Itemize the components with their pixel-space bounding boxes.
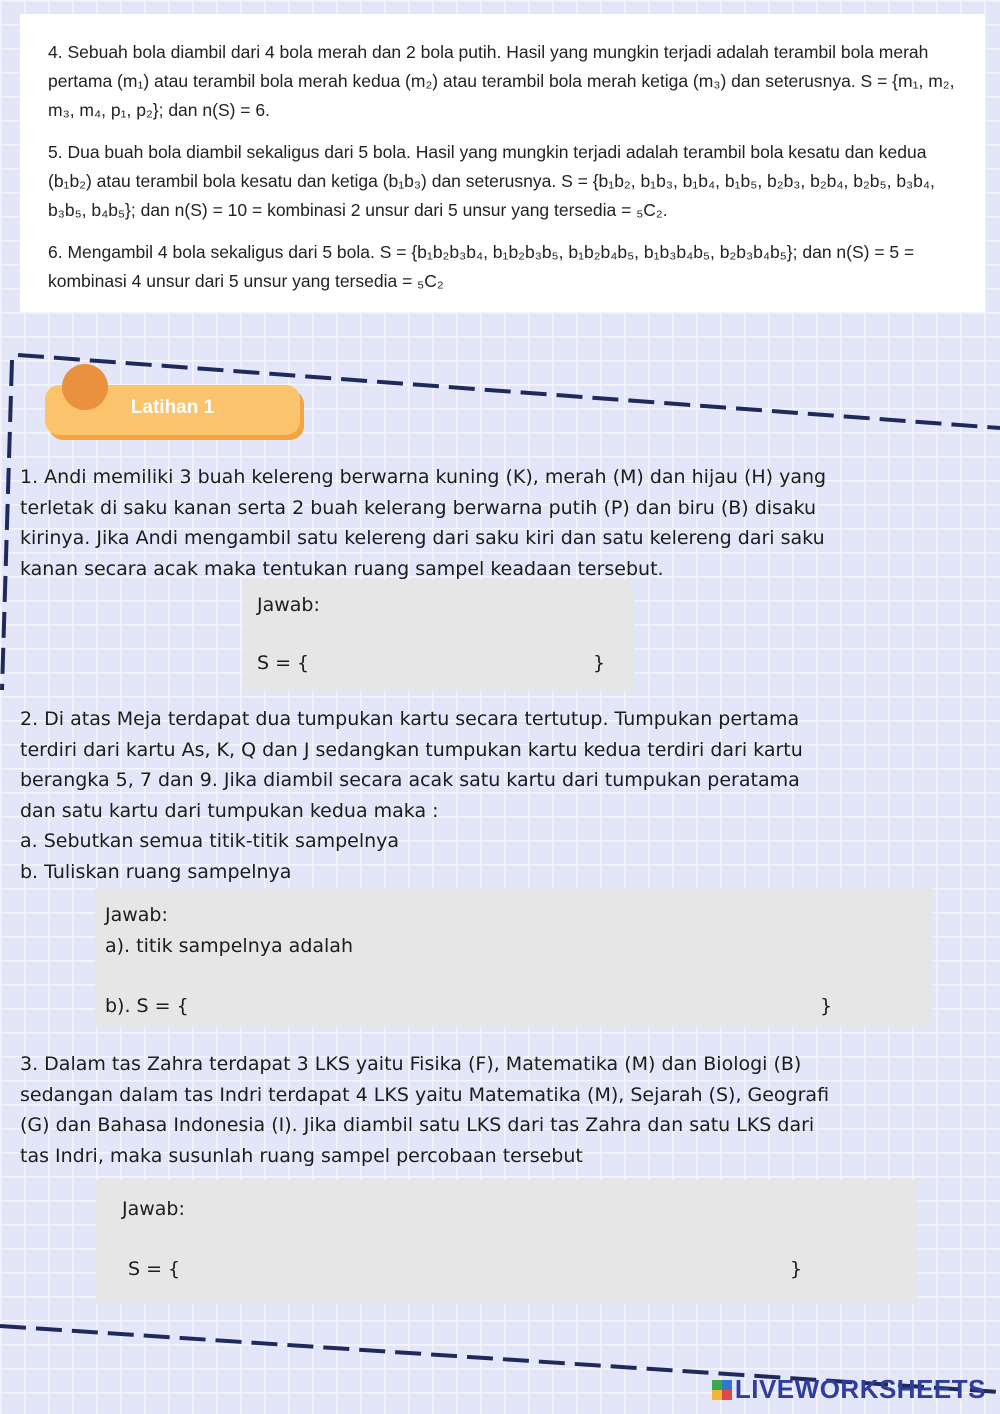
- question-line: kirinya. Jika Andi mengambil satu kelereng dari saku kiri dan satu kelereng dari saku: [20, 527, 825, 549]
- section-title: Latihan 1: [130, 397, 215, 418]
- question-line: tas Indri, maka susunlah ruang sampel percobaan tersebut: [20, 1144, 583, 1167]
- question-3: [20, 1049, 983, 1171]
- set-close: }: [593, 652, 606, 674]
- liveworksheets-logo: [712, 1374, 986, 1405]
- question-line: dan satu kartu dari tumpukan kedua maka :: [20, 799, 439, 822]
- answer-label: Jawab:: [257, 594, 320, 616]
- set-open: S = {: [128, 1258, 181, 1280]
- question-line: terletak di saku kanan serta 2 buah kelerang berwarna putih (P) dan biru (B) disaku: [20, 496, 817, 519]
- question-line: b. Tuliskan ruang sampelnya: [20, 860, 292, 883]
- question-line: kanan secara acak maka tentukan ruang sampel keadaan tersebut.: [20, 557, 664, 580]
- question-line: terdiri dari kartu As, K, Q dan J sedangkan tumpukan kartu kedua terdiri dari kartu: [20, 738, 803, 761]
- question-1: [20, 462, 970, 584]
- example-paragraph-6: 6. Mengambil 4 bola sekaligus dari 5 bola. S = {b₁b₂b₃b₄, b₁b₂b₃b₅, b₁b₂b₄b₅, b₁b₃b₄b₅, b₂b₃b₄b₅}; dan n(S) = 5 = kombinasi 4 unsur dari 5 unsur yang tersedia = ₅C₂: [48, 242, 915, 291]
- question-2: [20, 704, 970, 887]
- answer-label: Jawab:: [105, 904, 168, 926]
- question-line: 3. Dalam tas Zahra terdapat 3 LKS yaitu Fisika (F), Matematika (M) dan Biologi (B): [20, 1053, 802, 1075]
- question-line: (G) dan Bahasa Indonesia (I). Jika diambil satu LKS dari tas Zahra dan satu LKS dari: [20, 1114, 815, 1136]
- set-open: b). S = {: [105, 995, 189, 1017]
- set-open: S = {: [257, 652, 310, 674]
- example-paragraph-4: 4. Sebuah bola diambil dari 4 bola merah dan 2 bola putih. Hasil yang mungkin terjadi adalah terambil bola merah pertama (m₁) atau terambil bola merah kedua (m₂) atau terambil bola merah ketiga (m₃) dan seterusnya. S = {m₁, m₂, m₃, m₄, p₁, p₂}; dan n(S) = 6.: [48, 42, 955, 120]
- example-paragraph-5: 5. Dua buah bola diambil sekaligus dari 5 bola. Hasil yang mungkin terjadi adalah terambil bola kesatu dan kedua (b₁b₂) atau terambil bola kesatu dan ketiga (b₁b₃) dan seterusnya. S = {b₁b₂, b₁b₃, b₁b₄, b₁b₅, b₂b₃, b₂b₄, b₂b₅, b₃b₄, b₃b₅, b₄b₅}; dan n(S) = 10 = kombinasi 2 unsur dari 5 unsur yang tersedia = ₅C₂.: [48, 142, 935, 220]
- liveworksheets-logo-icon: [712, 1380, 732, 1400]
- question-line: 2. Di atas Meja terdapat dua tumpukan kartu secara tertutup. Tumpukan pertama: [20, 708, 800, 730]
- badge-circle-icon: [62, 364, 108, 410]
- part-a-label: a). titik sampelnya adalah: [105, 935, 353, 957]
- answer-box-2[interactable]: [95, 888, 932, 1028]
- set-close: }: [790, 1258, 803, 1280]
- answer-box-3[interactable]: [96, 1180, 917, 1304]
- question-line: sedangan dalam tas Indri terdapat 4 LKS yaitu Matematika (M), Sejarah (S), Geografi: [20, 1083, 830, 1106]
- answer-label: Jawab:: [122, 1198, 185, 1220]
- question-line: berangka 5, 7 dan 9. Jika diambil secara acak satu kartu dari tumpukan peratama: [20, 769, 800, 791]
- question-line: 1. Andi memiliki 3 buah kelereng berwarna kuning (K), merah (M) dan hijau (H) yang: [20, 466, 827, 488]
- logo-text: LIVEWORKSHEETS: [734, 1374, 986, 1404]
- set-close: }: [820, 995, 833, 1017]
- question-line: a. Sebutkan semua titik-titik sampelnya: [20, 830, 400, 852]
- answer-box-1[interactable]: [243, 580, 634, 692]
